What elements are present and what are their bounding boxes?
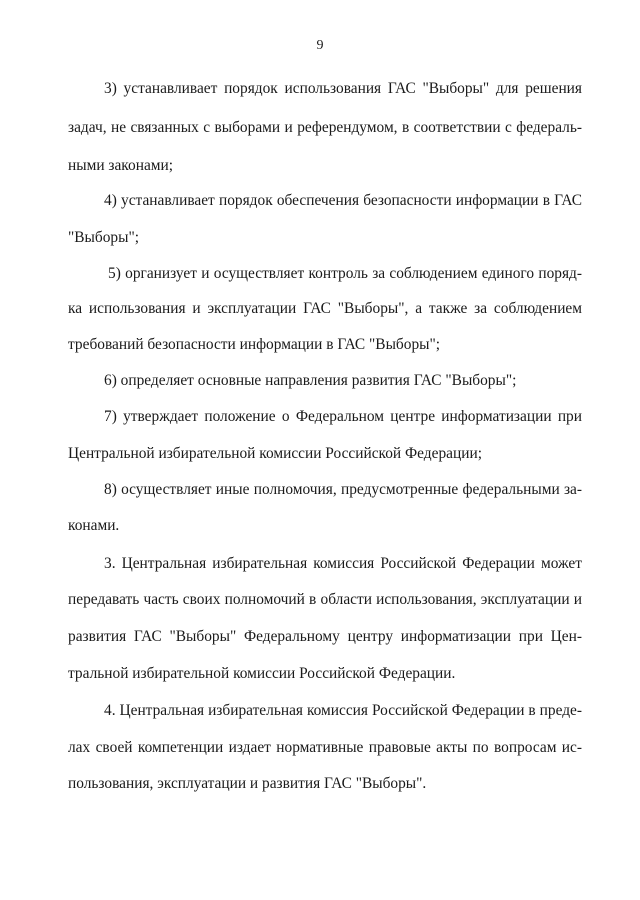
text-line: 3) устанавливает порядок использования ГАС "Выборы" для решения (104, 80, 582, 97)
text-line: 7) утверждает положение о Федеральном центре информатизации при (104, 408, 582, 425)
text-line: ными законами; (68, 157, 174, 174)
text-line: задач, не связанных с выборами и референдумом, в соответствии с федераль- (68, 119, 582, 136)
text-line: Центральной избирательной комиссии Российской Федерации; (68, 445, 482, 462)
text-line: 4. Центральная избирательная комиссия Российской Федерации в преде- (104, 702, 582, 719)
text-line: 5) организует и осуществляет контроль за соблюдением единого поряд- (108, 265, 582, 282)
text-line: развития ГАС "Выборы" Федеральному центру информатизации при Цен- (68, 628, 582, 645)
text-line: передавать часть своих полномочий в области использования, эксплуатации и (68, 591, 582, 608)
text-line: "Выборы"; (68, 229, 140, 246)
text-line: лах своей компетенции издает нормативные правовые акты по вопросам ис- (68, 739, 582, 756)
text-line: тральной избирательной комиссии Российской Федерации. (68, 665, 456, 682)
text-line: требований безопасности информации в ГАС "Выборы"; (68, 336, 441, 353)
text-line: 8) осуществляет иные полномочия, предусмотренные федеральными за- (104, 481, 582, 498)
text-line: конами. (68, 517, 120, 534)
text-line: 6) определяет основные направления развития ГАС "Выборы"; (104, 372, 517, 389)
text-line: ка использования и эксплуатации ГАС "Выборы", а также за соблюдением (68, 300, 582, 317)
text-line: 4) устанавливает порядок обеспечения безопасности информации в ГАС (104, 192, 582, 209)
page-number: 9 (316, 38, 324, 53)
text-line: 3. Центральная избирательная комиссия Российской Федерации может (104, 555, 582, 572)
text-line: пользования, эксплуатации и развития ГАС "Выборы". (68, 775, 427, 792)
